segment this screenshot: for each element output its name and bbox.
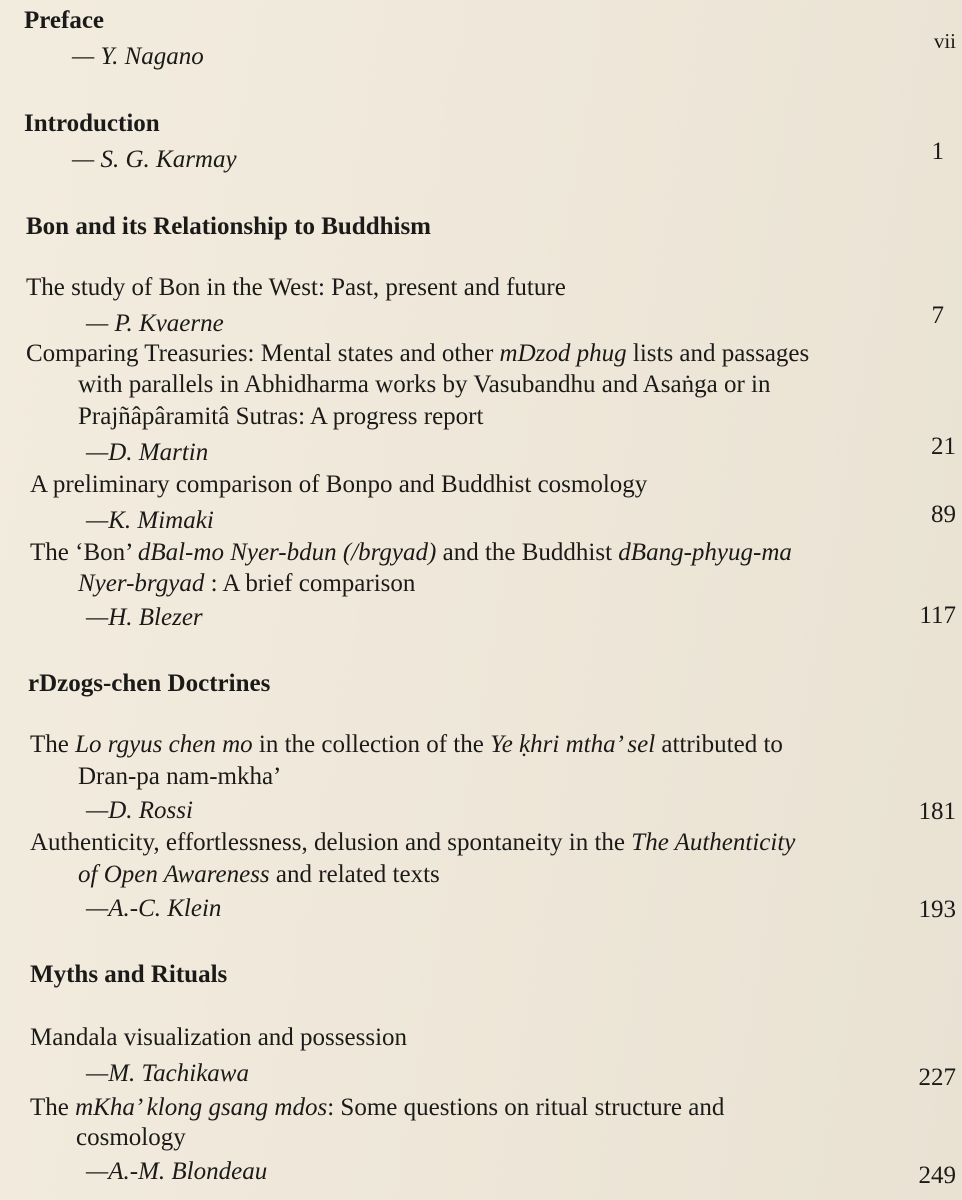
entry-title-cont: Nyer-brgyad : A brief comparison: [78, 570, 416, 597]
page-number: 21: [931, 433, 956, 460]
entry-title: The Lo rgyus chen mo in the collection of the Ye ḳhri mtha’ sel attributed to: [30, 731, 783, 758]
author-tachikawa: —M. Tachikawa: [86, 1060, 249, 1087]
author-karmay: — S. G. Karmay: [72, 146, 237, 173]
author-mimaki: —K. Mimaki: [86, 507, 214, 534]
page-number: 249: [918, 1162, 956, 1189]
author-martin: —D. Martin: [86, 439, 209, 466]
entry-title-cont: cosmology: [76, 1124, 186, 1151]
section-heading-rdzogs-chen: rDzogs-chen Doctrines: [28, 670, 271, 697]
author-kvaerne: — P. Kvaerne: [86, 310, 224, 337]
entry-title: The ‘Bon’ dBal-mo Nyer-bdun (/brgyad) and the Buddhist dBang-phyug-ma: [30, 539, 792, 566]
page-number: 7: [931, 302, 944, 329]
author-blezer: —H. Blezer: [86, 604, 203, 631]
entry-title: Authenticity, effortlessness, delusion and spontaneity in the The Authenticity: [30, 829, 796, 856]
section-heading-myths-rituals: Myths and Rituals: [30, 961, 228, 988]
page-number: 117: [919, 602, 956, 629]
entry-title-cont: of Open Awareness and related texts: [78, 861, 440, 888]
entry-title: Mandala visualization and possession: [30, 1024, 408, 1051]
entry-title-cont: Prajñâpâramitâ Sutras: A progress report: [78, 403, 484, 430]
section-heading-introduction: Introduction: [24, 110, 160, 137]
author-nagano: — Y. Nagano: [72, 43, 204, 70]
entry-title: Comparing Treasuries: Mental states and other mDzod phug lists and passages: [26, 340, 810, 367]
entry-title: The study of Bon in the West: Past, present and future: [26, 274, 566, 301]
entry-title-cont: with parallels in Abhidharma works by Vasubandhu and Asaṅga or in: [78, 371, 771, 398]
page-number: 181: [918, 798, 956, 825]
page-number: 89: [931, 501, 956, 528]
entry-title-cont: Dran-pa nam-mkha’: [78, 763, 282, 790]
page-number: vii: [933, 29, 956, 53]
author-klein: —A.-C. Klein: [86, 895, 222, 922]
entry-title: A preliminary comparison of Bonpo and Buddhist cosmology: [30, 471, 648, 498]
author-blondeau: —A.-M. Blondeau: [86, 1158, 268, 1185]
author-rossi: —D. Rossi: [86, 797, 193, 824]
page-number: 193: [918, 896, 956, 923]
page-number: 227: [918, 1064, 956, 1091]
section-heading-bon-relationship: Bon and its Relationship to Buddhism: [26, 213, 432, 240]
page-number: 1: [931, 138, 944, 165]
section-heading-preface: Preface: [24, 7, 105, 34]
entry-title: The mKha’ klong gsang mdos: Some questions on ritual structure and: [30, 1094, 725, 1121]
